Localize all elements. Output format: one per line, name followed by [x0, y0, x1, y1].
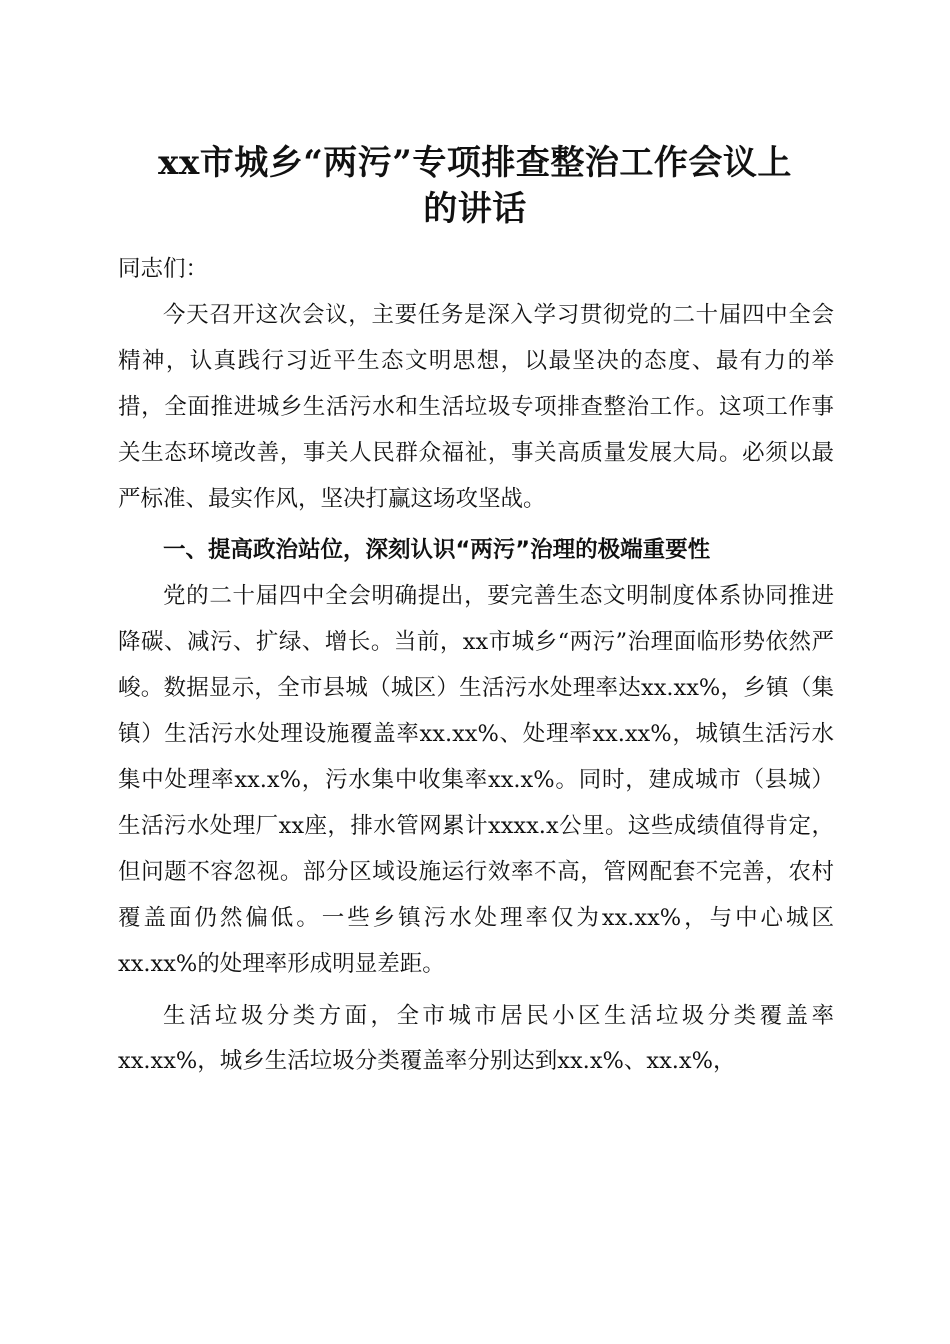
paragraph-intro: 今天召开这次会议，主要任务是深入学习贯彻党的二十届四中全会精神，认真践行习近平生态文明思想，以最坚决的态度、最有力的举措，全面推进城乡生活污水和生活垃圾专项排查整治工作。这项工作事关生态环境改善，事关人民群众福祉，事关高质量发展大局。必须以最严标准、最实作风，坚决打赢这场攻坚战。 — [118, 301, 834, 512]
paragraph-sewage: 党的二十届四中全会明确提出，要完善生态文明制度体系协同推进降碳、减污、扩绿、增长。当前，xx市城乡“两污”治理面临形势依然严峻。数据显示，全市县城（城区）生活污水处理率达xx.xx%，乡镇（集镇）生活污水处理设施覆盖率xx.xx%、处理率xx.xx%，城镇生活污水集中处理率xx.x%，污水集中收集率xx.x%。同时，建成城市（县城）生活污水处理厂xx座，排水管网累计xxxx.x公里。这些成绩值得肯定，但问题不容忽视。部分区域设施运行效率不高，管网配套不完善，农村覆盖面仍然偏低。一些乡镇污水处理率仅为xx.xx%，与中心城区xx.xx%的处理率形成明显差距。 — [118, 583, 834, 977]
document-body — [118, 247, 834, 1085]
document-title-line-2: 的讲话 — [423, 189, 527, 229]
section-heading-1: 一、提高政治站位，深刻认识“两污”治理的极端重要性 — [163, 537, 711, 564]
paragraph-garbage: 生活垃圾分类方面，全市城市居民小区生活垃圾分类覆盖率xx.xx%，城乡生活垃圾分类覆盖率分别达到xx.x%、xx.x%， — [118, 1002, 834, 1075]
document-title-line-1: xx市城乡“两污”专项排查整治工作会议上 — [158, 143, 792, 183]
salutation: 同志们： — [118, 256, 209, 282]
